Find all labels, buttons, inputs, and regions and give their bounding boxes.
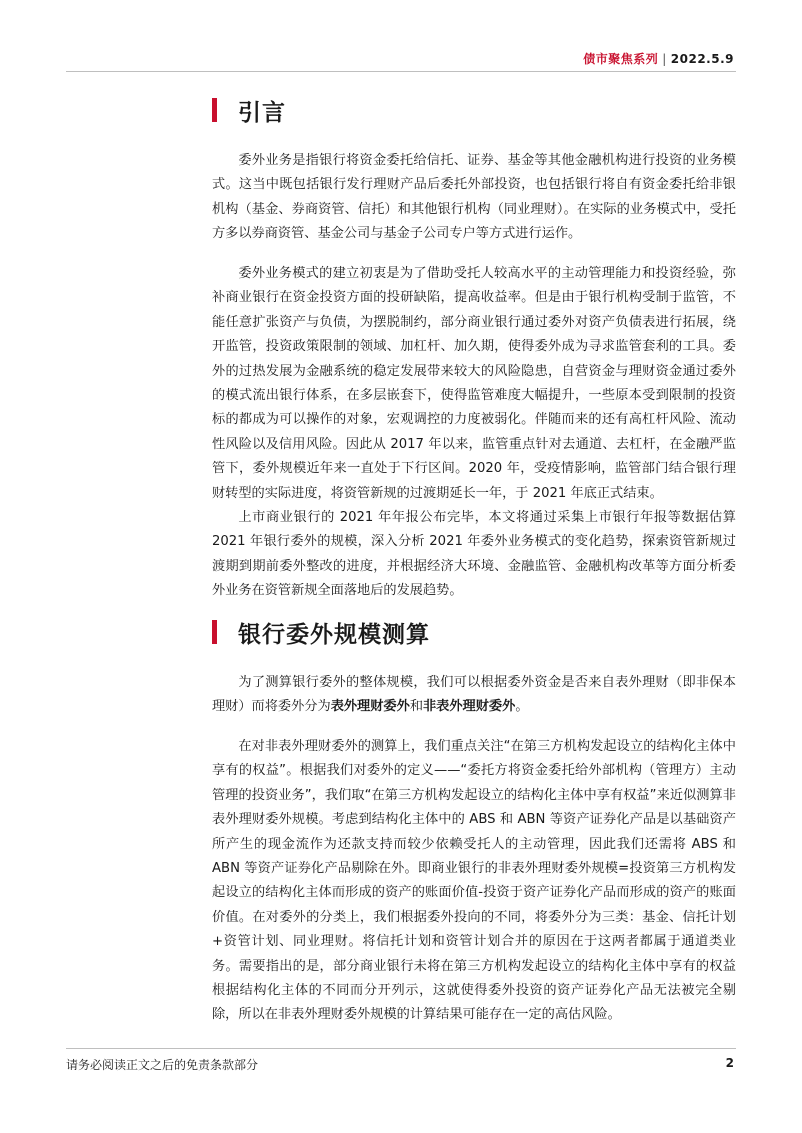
bold-term-non-off-balance-outsourcing: 非表外理财委外 — [423, 699, 516, 715]
text-run: 和 — [409, 699, 423, 715]
section-marker-bar — [212, 98, 217, 122]
intro-paragraph-1: 委外业务是指银行将资金委托给信托、证券、基金等其他金融机构进行投资的业务模式。这当中既包括银行发行理财产品后委托外部投资，也包括银行将自有资金委托给非银机构（基金、券商资管、信托）和其他银行机构（同业理财）。在实际的业务模式中，受托方多以券商资管、基金公司与基金子公司专户等方式进行运作。 — [212, 153, 736, 242]
bold-term-off-balance-outsourcing: 表外理财委外 — [330, 699, 410, 715]
header-divider — [66, 71, 736, 72]
disclaimer-notice: 请务必阅读正文之后的免责条款部分 — [66, 1058, 259, 1072]
footer-divider — [66, 1048, 736, 1049]
scale-paragraph-1 — [212, 671, 736, 720]
text-run: 为了测算银行委外的整体规模，我们可以根据委外资金是否来自表外理财（即非保本理财）而将委外分为 — [212, 675, 736, 715]
scale-paragraph-2: 在对非表外理财委外的测算上，我们重点关注“在第三方机构发起设立的结构化主体中享有的权益”。根据我们对委外的定义——“委托方将资金委托给外部机构（管理方）主动管理的投资业务”，我们取“在第三方机构发起设立的结构化主体中享有权益”来近似测算非表外理财委外规模。考虑到结构化主体中的 ABS 和 ABN 等资产证券化产品是以基础资产所产生的现金流作为还款支持而较少依赖受托人的主动管理，因此我们还需将 ABS 和 ABN 等资产证券化产品剔除在外。即商业银行的非表外理财委外规模=投资第三方机构发起设立的结构化主体而形成的资产的账面价值-投资于资产证券化产品而形成的资产的账面价值。在对委外的分类上，我们根据委外投向的不同，将委外分为三类：基金、信托计划+资管计划、同业理财。将信托计划和资管计划合并的原因在于这两者都属于通道类业务。需要指出的是，部分商业银行未将在第三方机构发起设立的结构化主体中享有的权益根据结构化主体的不同而分开列示，这就使得委外投资的资产证券化产品无法被完全剔除，所以在非表外理财委外规模的计算结果可能存在一定的高估风险。 — [212, 739, 736, 1023]
text-run: 。 — [515, 699, 529, 715]
section-heading-scale-estimation — [212, 617, 430, 647]
section-title: 引言 — [238, 99, 286, 126]
section-title: 银行委外规模测算 — [238, 621, 430, 648]
section-heading-introduction — [212, 95, 286, 125]
report-series-name: 债市聚焦系列 — [583, 52, 659, 66]
header-separator: | — [662, 52, 667, 66]
intro-paragraph-2: 委外业务模式的建立初衷是为了借助受托人较高水平的主动管理能力和投资经验，弥补商业银行在资金投资方面的投研缺陷，提高收益率。但是由于银行机构受制于监管，不能任意扩张资产与负债，为摆脱制约，部分商业银行通过委外对资产负债表进行拓展，绕开监管，投资政策限制的领域、加杠杆、加久期，使得委外成为寻求监管套利的工具。委外的过热发展为金融系统的稳定发展带来较大的风险隐患，自营资金与理财资金通过委外的模式流出银行体系，在多层嵌套下，使得监管难度大幅提升，一些原本受到限制的投资标的都成为可以操作的对象，宏观调控的力度被弱化。伴随而来的还有高杠杆风险、流动性风险以及信用风险。因此从 2017 年以来，监管重点针对去通道、去杠杆，在金融严监管下，委外规模近年来一直处于下行区间。2020 年，受疫情影响，监管部门结合银行理财转型的实际进度，将资管新规的过渡期延长一年，于 2021 年底正式结束。 — [212, 266, 736, 501]
section-marker-bar — [212, 620, 217, 644]
report-date: 2022.5.9 — [670, 52, 734, 66]
report-header — [583, 50, 734, 67]
intro-paragraph-3: 上市商业银行的 2021 年年报公布完毕，本文将通过采集上市银行年报等数据估算 2021 年银行委外的规模，深入分析 2021 年委外业务模式的变化趋势，探索资管新规过渡期到期前委外整改的进度，并根据经济大环境、金融监管、金融机构改革等方面分析委外业务在资管新规全面落地后的发展趋势。 — [212, 510, 736, 599]
page-number: 2 — [725, 1056, 734, 1070]
